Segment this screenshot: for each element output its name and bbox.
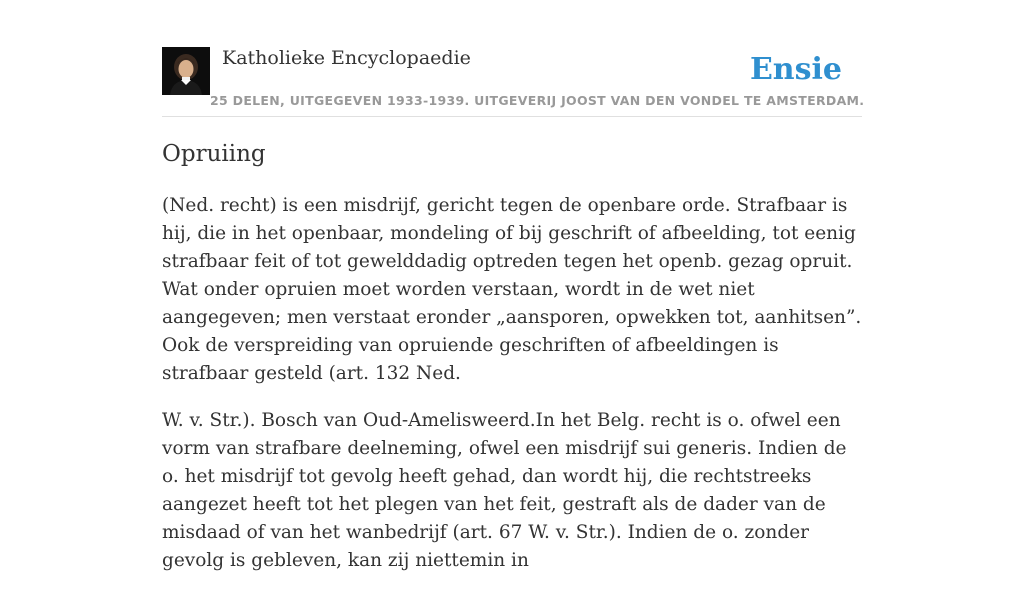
article-paragraph: (Ned. recht) is een misdrijf, gericht tegen de openbare orde. Strafbaar is hij, die in het openbaar, mondeling of bij geschrift of afbeelding, tot eenig strafbaar feit of tot gewelddadig optreden tegen het openb. gezag opruit. Wat onder opruien moet worden verstaan, wordt in de wet niet aangegeven; men verstaat eronder „aansporen, opwekken tot, aanhitsen”. Ook de verspreiding van opruiende geschriften of afbeeldingen is strafbaar gesteld (art. 132 Ned. — [162, 195, 862, 384]
page — [162, 0, 865, 571]
article-paragraph: W. v. Str.). Bosch van Oud-Amelisweerd.In het Belg. recht is o. ofwel een vorm van strafbare deelneming, ofwel een misdrijf sui generis. Indien de o. het misdrijf tot gevolg heeft gehad, dan wordt hij, die rechtstreeks aangezet heeft tot het plegen van het feit, gestraft als de dader van de misdaad of van het wanbedrijf (art. 67 W. v. Str.). Indien de o. zonder gevolg is gebleven, kan zij niettemin in — [162, 410, 847, 571]
entry-title: Opruiing — [162, 141, 266, 167]
source-subtitle: 25 DELEN, UITGEGEVEN 1933-1939. UITGEVERIJ JOOST VAN DEN VONDEL TE AMSTERDAM. — [210, 93, 865, 108]
portrait-avatar-icon[interactable] — [162, 47, 210, 95]
source-title[interactable]: Katholieke Encyclopaedie — [222, 47, 471, 69]
source-header — [162, 0, 865, 117]
portrait-avatar-graphic — [162, 47, 210, 95]
ensie-logo-link[interactable]: Ensie — [749, 52, 842, 87]
article-body — [162, 192, 864, 594]
